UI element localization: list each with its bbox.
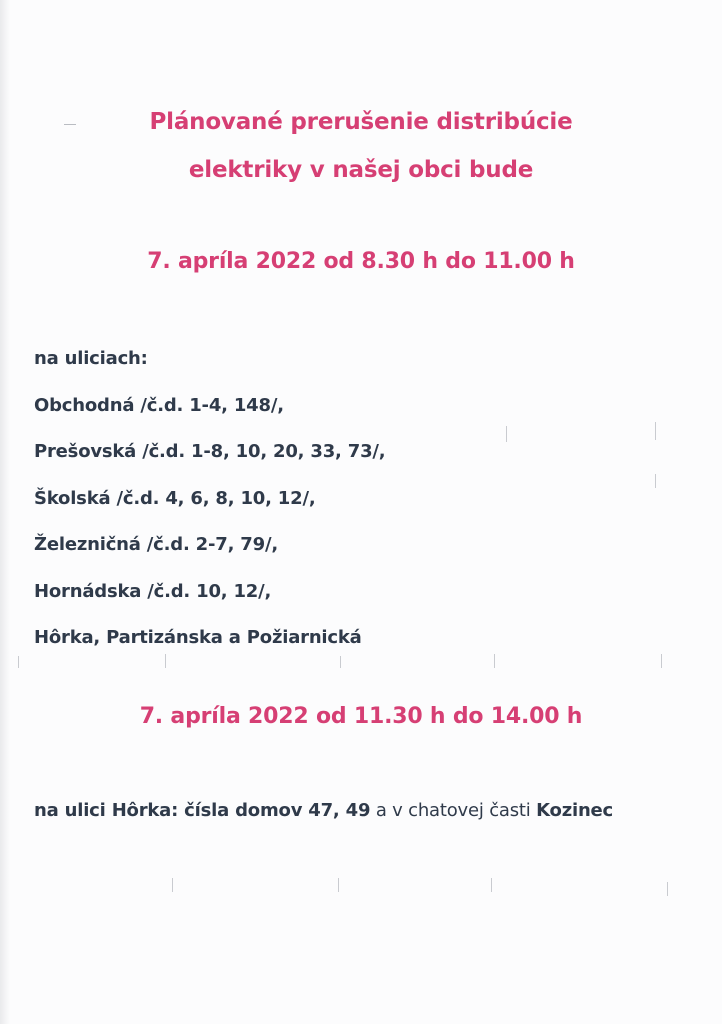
street-item: Hornádska /č.d. 10, 12/, (34, 580, 272, 602)
scan-mark (655, 422, 656, 440)
second-outage-date: 7. apríla 2022 od 11.30 h do 14.00 h (139, 704, 583, 729)
scan-mark (506, 426, 507, 442)
street-item: Školská /č.d. 4, 6, 8, 10, 12/, (34, 487, 316, 509)
note-location: Kozinec (536, 800, 614, 821)
title-line-1: Plánované prerušenie distribúcie (149, 109, 573, 135)
scan-mark (661, 654, 662, 668)
street-list (34, 344, 385, 670)
scan-mark (494, 654, 495, 668)
scan-mark (18, 656, 19, 668)
scan-mark (340, 656, 341, 668)
scan-mark (172, 878, 173, 892)
scan-mark (667, 882, 668, 896)
street-item: Železničná /č.d. 2-7, 79/, (34, 534, 278, 555)
scan-mark (491, 878, 492, 892)
scan-mark (338, 878, 339, 892)
scan-mark (64, 124, 76, 125)
street-item: Hôrka, Partizánska a Požiarnická (34, 627, 362, 648)
street-item: Prešovská /č.d. 1-8, 10, 20, 33, 73/, (34, 441, 386, 462)
note-normal-part: a v chatovej časti (370, 800, 537, 821)
street-item: Obchodná /č.d. 1-4, 148/, (34, 394, 284, 416)
second-outage-note (34, 800, 613, 821)
title-line-2: elektriky v našej obci bude (188, 157, 534, 183)
scan-mark (165, 654, 166, 668)
scan-mark (655, 474, 656, 488)
notice-title (0, 98, 722, 194)
first-outage-date: 7. apríla 2022 od 8.30 h do 11.00 h (147, 249, 575, 274)
streets-heading: na uliciach: (34, 348, 148, 369)
note-bold-part: na ulici Hôrka: čísla domov 47, 49 (34, 800, 371, 821)
